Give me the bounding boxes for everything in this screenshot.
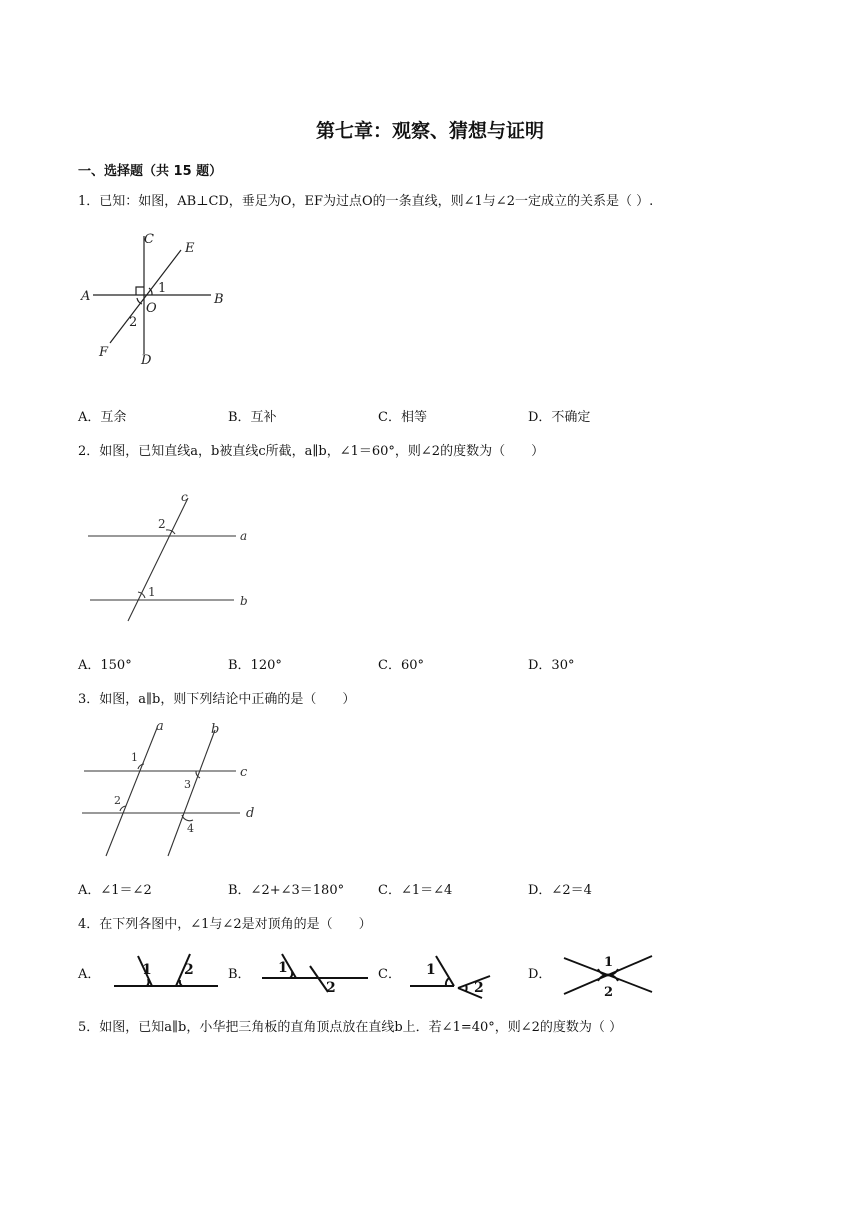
question-3-stem: 3．如图，a∥b，则下列结论中正确的是（ ） <box>78 692 356 707</box>
fig2-label-a: a <box>240 529 248 543</box>
question-2-stem: 2．如图，已知直线a，b被直线c所截，a∥b，∠1＝60°，则∠2的度数为（ ） <box>78 444 545 459</box>
question-5-stem: 5．如图，已知a∥b，小华把三角板的直角顶点放在直线b上．若∠1=40°，则∠2的度数为（ ） <box>78 1020 623 1035</box>
question-4-stem: 4．在下列各图中，∠1与∠2是对顶角的是（ ） <box>78 917 372 932</box>
q4d-label-1: 1 <box>604 955 614 970</box>
fig2-label-c: c <box>181 490 188 504</box>
q3-option-a: A．∠1＝∠2 <box>78 883 152 898</box>
section-heading: 一、选择题（共 15 题） <box>78 164 223 179</box>
fig1-label-b: B <box>214 292 224 307</box>
q4-option-a: A． <box>78 967 101 982</box>
q1-option-d: D．不确定 <box>528 410 591 425</box>
q3-option-d: D．∠2＝4 <box>528 883 592 898</box>
fig2-label-2: 2 <box>158 517 166 531</box>
q4d-label-2: 2 <box>604 985 614 1000</box>
q4c-label-1: 1 <box>426 962 436 978</box>
q4-option-c: C． <box>378 967 401 982</box>
q2-option-a: A．150° <box>78 658 132 673</box>
fig2-label-b: b <box>240 594 248 608</box>
q1-option-c: C．相等 <box>378 410 427 425</box>
q3-option-b: B．∠2+∠3＝180° <box>228 883 345 898</box>
q4-option-d: D． <box>528 967 552 982</box>
q4b-label-1: 1 <box>278 960 288 976</box>
fig1-label-e: E <box>185 241 195 256</box>
fig3-label-d: d <box>246 806 255 821</box>
question-3-figure <box>78 716 268 861</box>
fig3-label-2: 2 <box>114 794 121 807</box>
question-2-figure <box>78 488 258 628</box>
q4c-label-2: 2 <box>474 980 484 996</box>
q2-option-c: C．60° <box>378 658 424 673</box>
fig1-label-o: O <box>146 301 157 316</box>
page-title: 第七章：观察、猜想与证明 <box>315 120 544 142</box>
fig3-label-b: b <box>211 722 220 737</box>
fig1-label-a: A <box>81 289 91 304</box>
q4a-label-2: 2 <box>184 962 194 978</box>
q4a-label-1: 1 <box>142 962 152 978</box>
fig3-label-c: c <box>240 765 248 780</box>
q4-figure-c <box>408 948 494 1000</box>
q4-figure-a <box>112 948 220 990</box>
q2-option-d: D．30° <box>528 658 575 673</box>
fig1-label-c: C <box>144 232 154 247</box>
q1-option-a: A．互余 <box>78 410 127 425</box>
question-1-figure <box>78 228 238 370</box>
q4b-label-2: 2 <box>326 980 336 996</box>
fig2-label-1: 1 <box>148 585 156 599</box>
fig1-label-1: 1 <box>158 281 167 296</box>
q4-figure-d <box>560 946 656 998</box>
fig3-label-a: a <box>156 719 164 734</box>
q4-option-b: B． <box>228 967 251 982</box>
fig3-label-1: 1 <box>131 751 138 764</box>
q4-figure-b <box>260 948 372 994</box>
fig1-label-f: F <box>99 345 109 360</box>
fig3-label-4: 4 <box>187 822 194 835</box>
question-1-stem: 1．已知：如图，AB⊥CD，垂足为O，EF为过点O的一条直线，则∠1与∠2一定成立的关系是（ ）. <box>78 194 654 209</box>
fig1-label-d: D <box>141 353 152 368</box>
fig1-label-2: 2 <box>129 315 138 330</box>
fig3-label-3: 3 <box>184 778 191 791</box>
q3-option-c: C．∠1＝∠4 <box>378 883 453 898</box>
q1-option-b: B．互补 <box>228 410 277 425</box>
q2-option-b: B．120° <box>228 658 282 673</box>
